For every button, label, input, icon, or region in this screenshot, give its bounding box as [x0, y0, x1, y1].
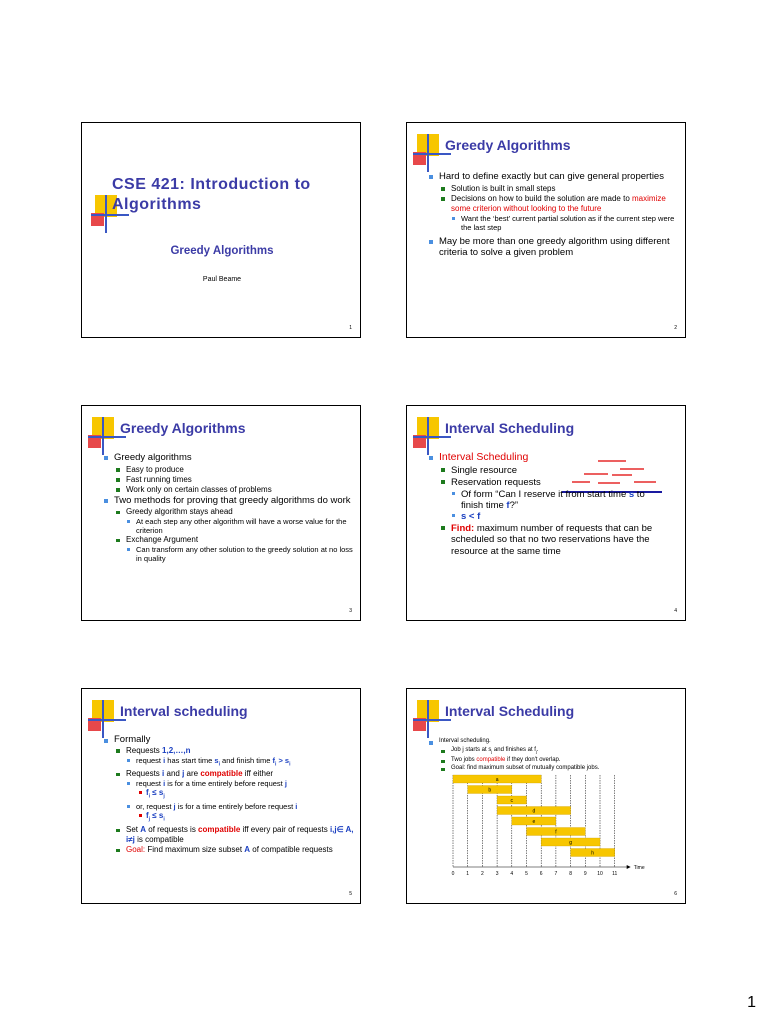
sub-sub-bullet: request i has start time $s_i$ and finish time $f_i > s_i$	[102, 756, 354, 770]
slide-6-body	[427, 737, 679, 772]
slide-3-body	[102, 452, 354, 563]
x-tick-label: 3	[495, 871, 499, 877]
slide-number: 3	[349, 608, 352, 614]
slide-number: 5	[349, 891, 352, 897]
bullet: Two methods for proving that greedy algorithms do work	[102, 495, 354, 507]
slide-1-title: CSE 421: Introduction to Algorithms	[112, 176, 311, 213]
sub-bullet: Decisions on how to build the solution are made to maximize some criterion without looking to the future	[427, 194, 679, 214]
slide-6	[406, 688, 686, 904]
sub-bullet: Two jobs compatible if they don't overlap.	[427, 756, 679, 764]
x-axis-label: Time	[633, 865, 645, 871]
slide-5-body	[102, 735, 354, 855]
slide-6-title: Interval Scheduling	[445, 703, 575, 719]
job-label-f: f	[555, 829, 557, 836]
inequality: $f_i \le s_j$	[102, 788, 354, 802]
x-tick-label: 7	[554, 871, 558, 877]
x-tick-label: 11	[612, 871, 618, 877]
x-tick-label: 9	[583, 871, 587, 877]
bullet: Formally	[102, 735, 354, 745]
x-tick-label: 1	[466, 871, 470, 877]
x-tick-label: 2	[481, 871, 484, 877]
slide-1-author: Paul Beame	[202, 276, 242, 283]
x-tick-label: 6	[539, 871, 543, 877]
job-label-d: d	[532, 808, 536, 815]
sub-sub-bullet: At each step any other algorithm will have a worse value for the criterion	[102, 517, 354, 535]
gantt-chart	[447, 773, 657, 893]
slide-number: 2	[674, 325, 677, 331]
x-tick-label: 4	[510, 871, 514, 877]
job-label-h: h	[591, 850, 595, 857]
slide-number: 6	[674, 891, 677, 897]
sub-bullet: Reservation requests	[427, 477, 679, 489]
slide-1-subtitle: Greedy Algorithms	[170, 245, 274, 257]
sub-bullet: Single resource	[427, 465, 679, 477]
bullet: Interval scheduling.	[427, 737, 679, 745]
bullet: Hard to define exactly but can give general properties	[427, 171, 679, 183]
page-number: 1	[747, 994, 756, 1011]
job-label-g: g	[569, 840, 572, 846]
job-label-c: c	[510, 798, 514, 804]
sub-bullet: Find: maximum number of requests that can be scheduled so that no two reservations have the resource at the same time	[427, 523, 679, 558]
sub-bullet: Work only on certain classes of problems	[102, 485, 354, 495]
x-tick-label: 10	[597, 871, 603, 877]
slide-5-title: Interval scheduling	[120, 703, 248, 719]
sub-bullet: Requests 1,2,…,n	[102, 746, 354, 756]
bullet: Interval Scheduling	[427, 452, 679, 464]
job-label-e: e	[532, 819, 536, 825]
slide-3-title: Greedy Algorithms	[120, 420, 246, 436]
sub-sub-bullet: Of form “Can I reserve it from start time s to finish time f?”	[427, 489, 679, 511]
job-label-b: b	[488, 787, 492, 794]
time-axis-arrow	[627, 865, 631, 869]
sub-sub-bullet: or, request j is for a time entirely before request i	[102, 802, 354, 811]
x-tick-label: 0	[451, 871, 455, 877]
x-tick-label: 5	[525, 871, 528, 877]
sub-bullet: Greedy algorithm stays ahead	[102, 507, 354, 517]
sub-bullet: Requests i and j are compatible iff either	[102, 769, 354, 779]
x-tick-label: 8	[569, 871, 572, 877]
sub-bullet: Set A of requests is compatible iff every pair of requests i,j∈ A, i≠j is compatible	[102, 825, 354, 845]
slide-4-title: Interval Scheduling	[445, 420, 575, 436]
inequality: $f_j \le s_i$	[102, 811, 354, 825]
slide-4	[406, 405, 686, 621]
bullet: May be more than one greedy algorithm using different criteria to solve a given problem	[427, 236, 679, 259]
sub-bullet: Goal: find maximum subset of mutually compatible jobs.	[427, 764, 679, 772]
slide-2-body	[427, 171, 679, 260]
sub-sub-bullet: s < f	[427, 511, 679, 523]
slide-1	[81, 122, 361, 338]
sub-bullet: Job j starts at $s_j$ and finishes at $f_j$.	[427, 746, 679, 756]
slide-3	[81, 405, 361, 621]
slide-2-title: Greedy Algorithms	[445, 137, 571, 153]
sub-bullet: Fast running times	[102, 475, 354, 485]
sub-sub-bullet: Want the ‘best’ current partial solution as if the current step were the last step	[427, 214, 679, 232]
sub-bullet: Easy to produce	[102, 465, 354, 475]
sub-sub-bullet: request i is for a time entirely before request j	[102, 779, 354, 788]
slide-2	[406, 122, 686, 338]
slide-5	[81, 688, 361, 904]
sub-sub-bullet: Can transform any other solution to the greedy solution at no loss in quality	[102, 545, 354, 563]
sub-bullet: Solution is built in small steps	[427, 184, 679, 194]
slide-4-body	[427, 452, 679, 557]
job-label-a: a	[495, 777, 499, 783]
slide-number: 1	[349, 325, 352, 331]
sub-bullet: Goal: Find maximum size subset A of compatible requests	[102, 845, 354, 855]
slide-number: 4	[674, 608, 677, 614]
sub-bullet: Exchange Argument	[102, 535, 354, 545]
bullet: Greedy algorithms	[102, 452, 354, 464]
